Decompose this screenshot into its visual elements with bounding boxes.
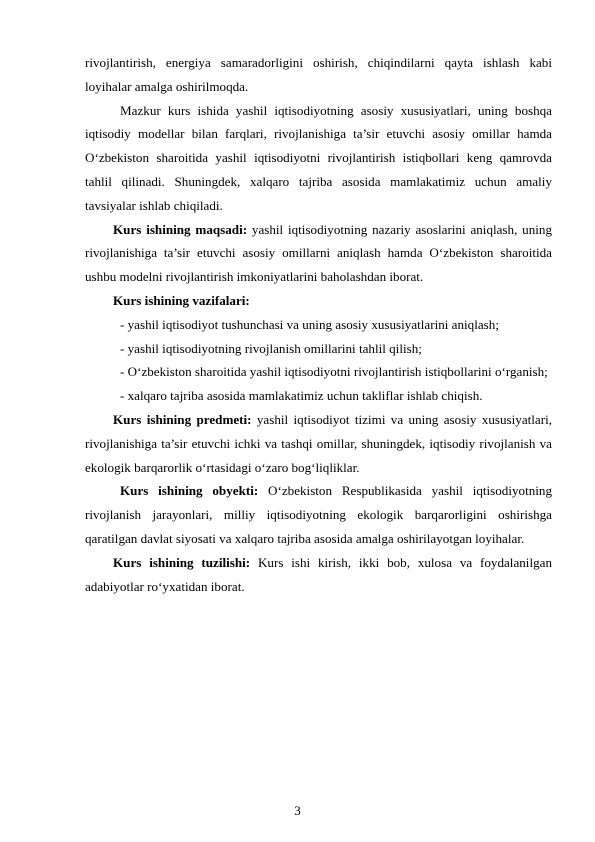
object-text: O‘zbekiston Respublikasida yashil iqtisodiyotning rivojlanish jarayonlari, milliy iqtisodiyotning ekologik barqarorligini oshirishga qaratilgan davlat siyosati va xalqaro tajriba asosida amalga oshirilayotgan loyihalar. bbox=[85, 483, 552, 546]
paragraph-object bbox=[85, 479, 552, 550]
task-item: - xalqaro tajriba asosida mamlakatimiz uchun takliflar ishlab chiqish. bbox=[120, 388, 483, 404]
paragraph-continuation: rivojlantirish, energiya samaradorligini oshirish, chiqindilarni qayta ishlash kabi loyihalar amalga oshirilmoqda. bbox=[85, 55, 552, 94]
document-page bbox=[85, 51, 552, 598]
structure-label: Kurs ishining tuzilishi: bbox=[113, 554, 251, 570]
tasks-label: Kurs ishining vazifalari: bbox=[113, 292, 250, 308]
tasks-heading bbox=[85, 289, 552, 313]
goal-label: Kurs ishining maqsadi: bbox=[113, 221, 248, 237]
paragraph-goal bbox=[85, 218, 552, 289]
paragraph-structure bbox=[85, 551, 552, 599]
task-item: - yashil iqtisodiyot tushunchasi va uning asosiy xususiyatlarini aniqlash; bbox=[120, 316, 499, 332]
subject-label: Kurs ishining predmeti: bbox=[113, 411, 252, 427]
paragraph-subject bbox=[85, 408, 552, 479]
subject-text: yashil iqtisodiyot tizimi va uning asosiy xususiyatlari, rivojlanishiga ta’sir etuvchi ichki va tashqi omillar, shuningdek, iqtisodiy rivojlanish va ekologik barqarorlik o‘rtasidagi o‘zaro bog‘liqliklar. bbox=[85, 411, 552, 475]
task-item: - O‘zbekiston sharoitida yashil iqtisodiyotni rivojlantirish istiqbollarini o‘rganish; bbox=[120, 364, 548, 380]
page-number: 3 bbox=[294, 803, 301, 818]
object-label: Kurs ishining obyekti: bbox=[120, 483, 259, 499]
goal-text: yashil iqtisodiyotning nazariy asoslarini aniqlash, uning rivojlanishiga ta’sir etuvchi asosiy omillarni aniqlash hamda O‘zbekiston sharoitida ushbu modelni rivojlantirish imkoniyatlarini baholashdan iborat. bbox=[85, 221, 552, 285]
task-item: - yashil iqtisodiyotning rivojlanish omillarini tahlil qilish; bbox=[120, 340, 422, 356]
tasks-list bbox=[85, 313, 552, 408]
structure-text: Kurs ishi kirish, ikki bob, xulosa va foydalanilgan adabiyotlar ro‘yxatidan iborat. bbox=[85, 554, 552, 594]
paragraph-intro: Mazkur kurs ishida yashil iqtisodiyotning asosiy xususiyatlari, uning boshqa iqtisodiy modellar bilan farqlari, rivojlanishiga ta’sir etuvchi asosiy omillar hamda O‘zbekiston sharoitida yashil iqtisodiyotni rivojlantirish istiqbollari keng qamrovda tahlil qilinadi. Shuningdek, xalqaro tajriba asosida mamlakatimiz uchun amaliy tavsiyalar ishlab chiqiladi. bbox=[85, 102, 552, 213]
